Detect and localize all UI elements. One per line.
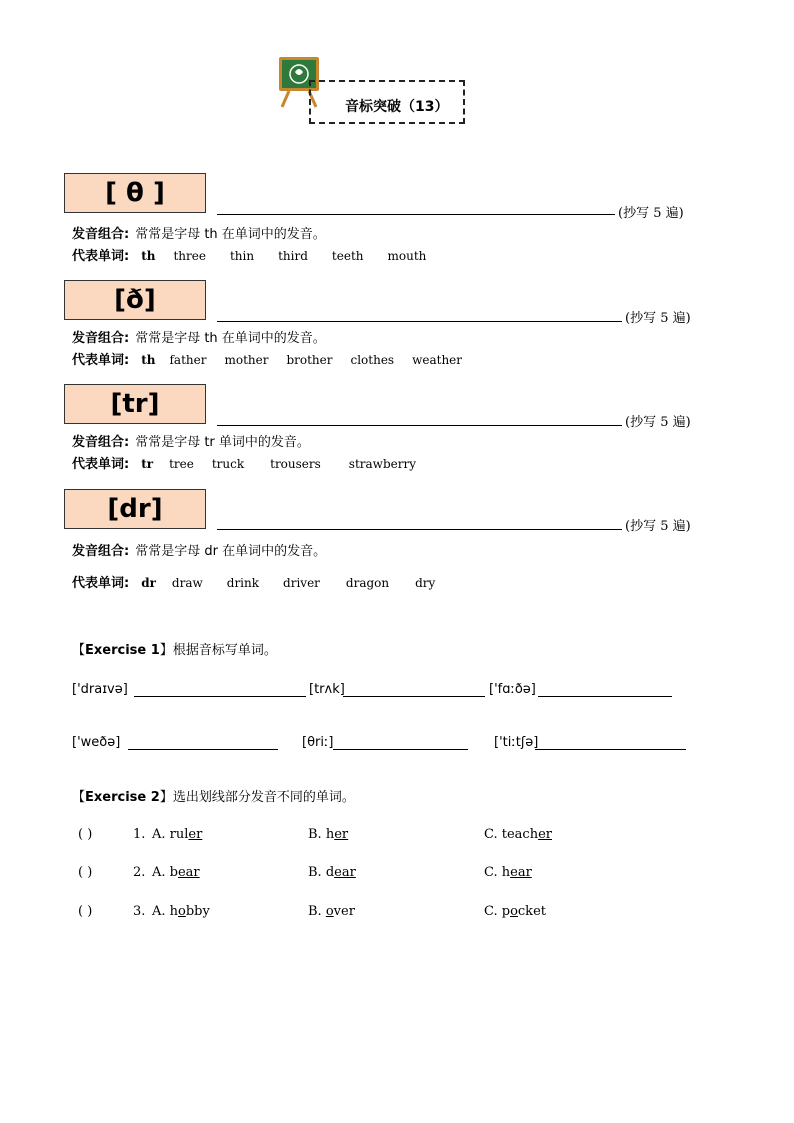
answer-line[interactable] <box>343 696 485 697</box>
copy-note: (抄写 5 遍) <box>618 206 684 221</box>
example-word: dry <box>415 576 436 590</box>
words-row <box>72 572 435 591</box>
example-word: draw <box>171 576 203 590</box>
rule-text: 常常是字母 th 在单词中的发音。 <box>135 331 326 346</box>
option-a[interactable]: A. bear <box>152 865 200 880</box>
key-letters: dr <box>141 576 156 590</box>
rule-label: 发音组合: <box>72 435 130 450</box>
bracket-open: 【 <box>72 790 86 805</box>
example-word: trousers <box>270 457 321 471</box>
example-word: drink <box>226 576 260 590</box>
rule-row <box>72 540 326 559</box>
example-word: teeth <box>331 249 364 263</box>
option-c[interactable]: C. teacher <box>484 827 552 842</box>
rule-label: 发音组合: <box>72 227 130 242</box>
exercise-label: Exercise 1 <box>85 643 160 658</box>
option-b[interactable]: B. dear <box>308 865 356 880</box>
copy-line[interactable] <box>217 529 622 530</box>
underlined-part: er <box>188 827 203 842</box>
phonetic-symbol-box: [dr] <box>64 489 206 529</box>
rule-text: 常常是字母 th 在单词中的发音。 <box>135 227 326 242</box>
underlined-part: o <box>178 904 186 919</box>
copy-line[interactable] <box>217 425 622 426</box>
answer-blank[interactable]: ( ) <box>78 827 93 842</box>
phonetic-symbol-box: [ θ ] <box>64 173 206 213</box>
bracket-close: 】 <box>159 643 173 658</box>
example-word: third <box>278 249 308 263</box>
ipa-prompt: ['fɑːðə] <box>489 682 536 697</box>
page-title: 音标突破（13） <box>345 99 449 115</box>
ipa-prompt: [trʌk] <box>309 682 345 697</box>
rule-row <box>72 431 310 450</box>
exercise-instruction: 根据音标写单词。 <box>172 643 277 658</box>
copy-line[interactable] <box>217 214 615 215</box>
example-word: strawberry <box>348 457 416 471</box>
words-row <box>72 453 416 472</box>
bracket-close: 】 <box>159 790 173 805</box>
answer-line[interactable] <box>333 749 468 750</box>
exercise-label: Exercise 2 <box>85 790 160 805</box>
option-b[interactable]: B. her <box>308 827 349 842</box>
example-word: three <box>173 249 206 263</box>
words-row <box>72 349 462 368</box>
underlined-part: ear <box>334 865 356 880</box>
underlined-part: er <box>538 827 552 842</box>
underlined-part: o <box>325 904 334 919</box>
answer-line[interactable] <box>128 749 278 750</box>
bracket-open: 【 <box>72 643 86 658</box>
underlined-part: o <box>510 904 518 919</box>
ipa-prompt: [θriː] <box>302 735 334 750</box>
ipa-prompt: ['weðə] <box>72 735 121 750</box>
example-word: driver <box>283 576 320 590</box>
exercise-1-title <box>72 639 277 658</box>
phonetic-symbol-box: [tr] <box>64 384 206 424</box>
example-word: weather <box>412 353 463 367</box>
copy-note: (抄写 5 遍) <box>625 311 691 326</box>
rule-text: 常常是字母 dr 在单词中的发音。 <box>135 544 327 559</box>
rule-label: 发音组合: <box>72 331 130 346</box>
answer-line[interactable] <box>538 696 672 697</box>
rule-row <box>72 327 326 346</box>
rule-label: 发音组合: <box>72 544 130 559</box>
answer-line[interactable] <box>535 749 686 750</box>
option-c[interactable]: C. pocket <box>484 904 546 919</box>
underlined-part: ear <box>177 865 200 880</box>
example-word: mouth <box>387 249 427 263</box>
words-label: 代表单词: <box>72 353 130 368</box>
option-c[interactable]: C. hear <box>484 865 532 880</box>
words-label: 代表单词: <box>72 249 130 264</box>
underlined-part: er <box>334 827 349 842</box>
example-word: mother <box>224 353 269 367</box>
key-letters: th <box>141 249 156 263</box>
question-number: 3. <box>133 904 146 919</box>
exercise-2-title <box>72 786 355 805</box>
option-b[interactable]: B. over <box>308 904 355 919</box>
phonetic-symbol-box: [ð] <box>64 280 206 320</box>
question-number: 1. <box>133 827 146 842</box>
words-row <box>72 245 426 264</box>
answer-line[interactable] <box>134 696 306 697</box>
words-label: 代表单词: <box>72 576 130 591</box>
example-word: father <box>169 353 207 367</box>
example-word: dragon <box>345 576 390 590</box>
option-a[interactable]: A. hobby <box>152 904 210 919</box>
example-word: clothes <box>350 353 395 367</box>
copy-note: (抄写 5 遍) <box>625 519 691 534</box>
example-word: truck <box>211 457 245 471</box>
words-label: 代表单词: <box>72 457 130 472</box>
example-word: thin <box>229 249 255 263</box>
ipa-prompt: ['draɪvə] <box>72 682 128 697</box>
underlined-part: ear <box>510 865 532 880</box>
example-word: brother <box>286 353 333 367</box>
rule-text: 常常是字母 tr 单词中的发音。 <box>135 435 310 450</box>
example-word: tree <box>169 457 194 471</box>
option-a[interactable]: A. ruler <box>152 827 203 842</box>
question-number: 2. <box>133 865 146 880</box>
copy-note: (抄写 5 遍) <box>625 415 691 430</box>
answer-blank[interactable]: ( ) <box>78 865 93 880</box>
answer-blank[interactable]: ( ) <box>78 904 93 919</box>
rule-row <box>72 223 326 242</box>
key-letters: th <box>141 353 156 367</box>
ipa-prompt: ['tiːtʃə] <box>494 735 539 750</box>
key-letters: tr <box>141 457 154 471</box>
exercise-instruction: 选出划线部分发音不同的单词。 <box>172 790 355 805</box>
copy-line[interactable] <box>217 321 622 322</box>
